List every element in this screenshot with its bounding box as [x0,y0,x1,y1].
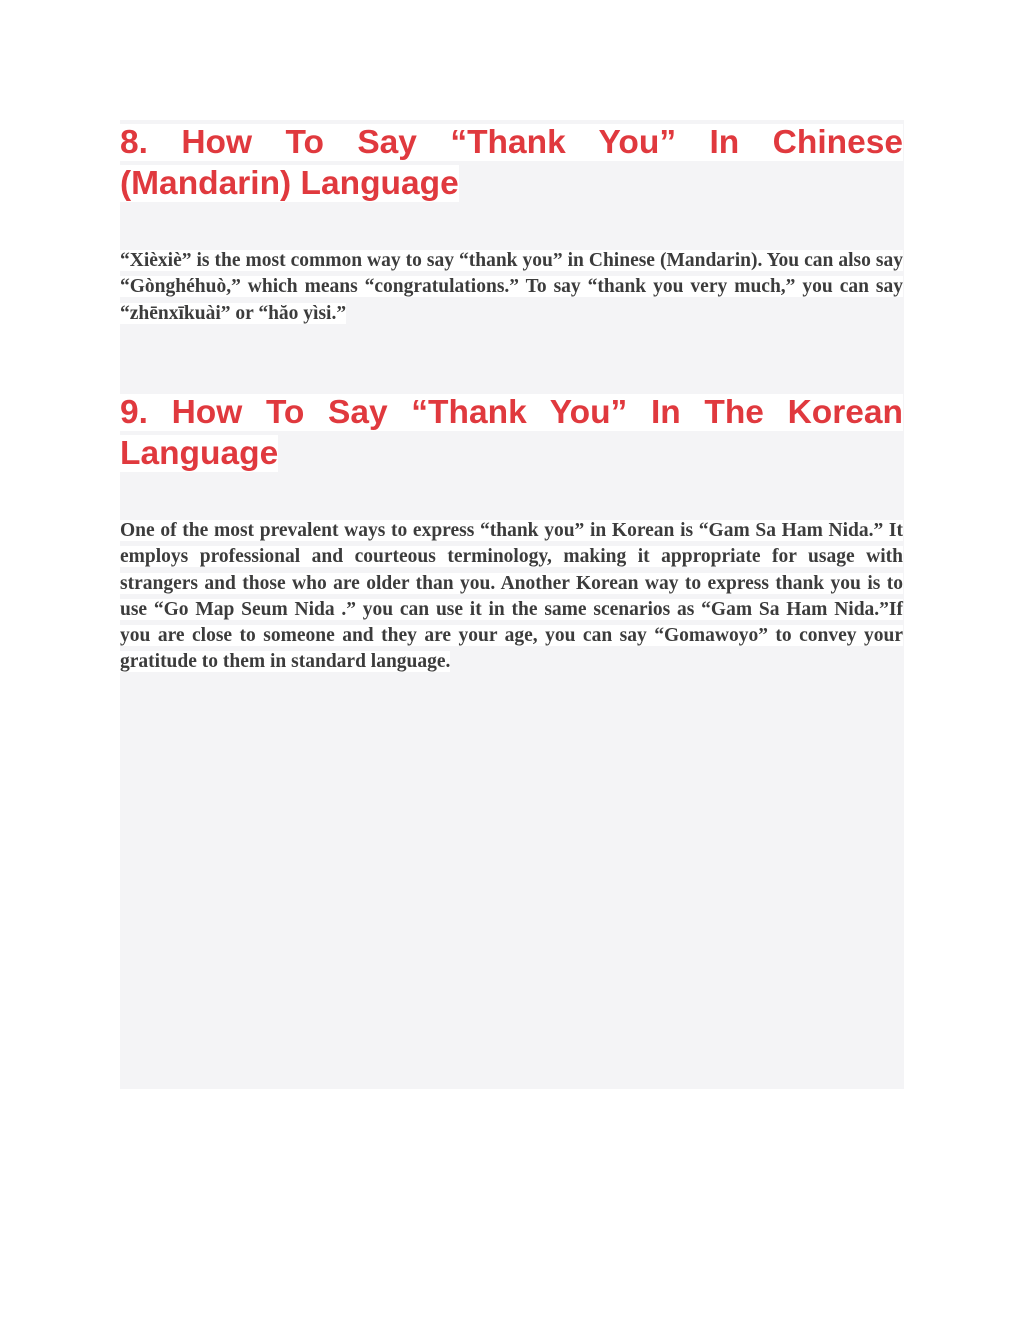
section-paragraph [120,248,903,327]
section-heading [120,392,903,474]
section-paragraph-text: One of the most prevalent ways to express “thank you” in Korean is “Gam Sa Ham Nida.” It employs professional and courteous terminology, making it appropriate for usage with strangers and those who are older than you. Another Korean way to express thank you is to use “Go Map Seum Nida .” you can use it in the same scenarios as “Gam Sa Ham Nida.”If you are close to someone and they are your age, you can say “Gomawoyo” to convey your gratitude to them in standard language. [120,520,903,673]
section-9-heading-block [120,392,903,474]
section-paragraph [120,518,903,676]
section-8-heading-block [120,122,903,204]
section-heading-text: 8. How To Say “Thank You” In Chinese (Mandarin) Language [120,124,903,202]
section-paragraph-text: “Xièxiè” is the most common way to say “thank you” in Chinese (Mandarin). You can also say “Gònghéhuò,” which means “congratulations.” To say “thank you very much,” you can say “zhēnxīkuài” or “hăo yìsi.” [120,250,903,324]
section-9-body-block [120,518,903,676]
section-8-body-block [120,248,903,327]
section-heading-text: 9. How To Say “Thank You” In The Korean Language [120,394,903,472]
section-heading [120,122,903,204]
